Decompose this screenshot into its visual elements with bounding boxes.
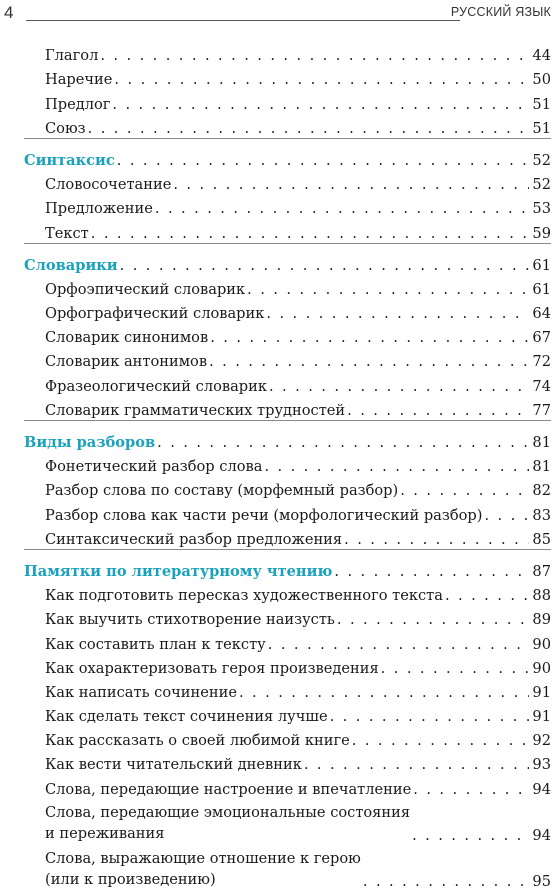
toc-entry[interactable]: Словарик синонимов . . . 67 [24, 323, 551, 347]
toc-group-continuation [24, 41, 551, 139]
toc-entry[interactable]: Фонетический разбор слова . . . 81 [24, 452, 551, 476]
toc-section-heading[interactable]: Синтаксис . . . 52 [24, 146, 551, 170]
toc-entry[interactable]: Разбор слова как части речи (морфологический разбор) . . . 83 [24, 500, 551, 524]
toc-entry-line: Слова, передающие эмоциональные состояния [45, 803, 411, 821]
toc-section-heading[interactable]: Памятки по литературному чтению . . . 87 [24, 557, 551, 581]
running-head: РУССКИЙ ЯЗЫК [450, 5, 551, 19]
toc-entry[interactable]: Как подготовить пересказ художественного текста . . . 88 [24, 581, 551, 605]
toc-entry[interactable]: Синтаксический разбор предложения . . . 85 [24, 525, 551, 549]
toc-entry[interactable]: Предлог . . . 51 [24, 89, 551, 113]
toc-entry[interactable]: Как написать сочинение . . . 91 [24, 678, 551, 702]
table-of-contents [24, 41, 551, 891]
toc-section-heading[interactable]: Виды разборов . . . 81 [24, 428, 551, 452]
toc-entry[interactable]: Как сделать текст сочинения лучше . . . 91 [24, 702, 551, 726]
toc-entry[interactable]: Глагол . . . 44 [24, 41, 551, 65]
toc-entry[interactable]: Предложение . . . 53 [24, 194, 551, 218]
toc-entry-line: Слова, выражающие отношение к герою [45, 849, 361, 867]
page-header [0, 0, 556, 30]
toc-entry[interactable]: Текст . . . 59 [24, 218, 551, 242]
toc-section-dictionaries [24, 251, 551, 421]
toc-entry[interactable]: Слова, передающие настроение и впечатление . . . 94 [24, 774, 551, 798]
toc-entry[interactable]: Фразеологический словарик . . . 74 [24, 371, 551, 395]
toc-entry[interactable]: Словарик грамматических трудностей . . . 77 [24, 396, 551, 420]
toc-entry[interactable]: Словарик антонимов . . . 72 [24, 347, 551, 371]
toc-entry-multiline[interactable]: Слова, передающие эмоциональные состояния и переживания . . . 94 [24, 799, 551, 845]
toc-section-analysis [24, 428, 551, 550]
toc-entry[interactable]: Орфоэпический словарик . . . 61 [24, 275, 551, 299]
toc-entry[interactable]: Как составить план к тексту . . . 90 [24, 629, 551, 653]
toc-entry[interactable]: Разбор слова по составу (морфемный разбор) . . . 82 [24, 476, 551, 500]
page-number: 4 [4, 3, 14, 22]
toc-entry[interactable]: Словосочетание . . . 52 [24, 170, 551, 194]
toc-section-syntax [24, 146, 551, 244]
toc-entry[interactable]: Как охарактеризовать героя произведения . . . 90 [24, 654, 551, 678]
toc-section-heading[interactable]: Словарики . . . 61 [24, 251, 551, 275]
toc-entry[interactable]: Как вести читательский дневник . . . 93 [24, 750, 551, 774]
toc-entry[interactable]: Наречие . . . 50 [24, 65, 551, 89]
header-rule [26, 20, 460, 21]
toc-entry-line: и переживания [45, 825, 165, 843]
toc-entry-multiline[interactable]: Слова, выражающие отношение к герою (или к произведению) . . . 95 [24, 845, 551, 891]
toc-entry[interactable]: Союз . . . 51 [24, 114, 551, 138]
toc-entry[interactable]: Как рассказать о своей любимой книге . . . 92 [24, 726, 551, 750]
toc-section-reading-tips [24, 557, 551, 891]
toc-entry-line: (или к произведению) [45, 871, 216, 889]
toc-entry[interactable]: Орфографический словарик . . . 64 [24, 299, 551, 323]
toc-entry[interactable]: Как выучить стихотворение наизусть . . . 89 [24, 605, 551, 629]
